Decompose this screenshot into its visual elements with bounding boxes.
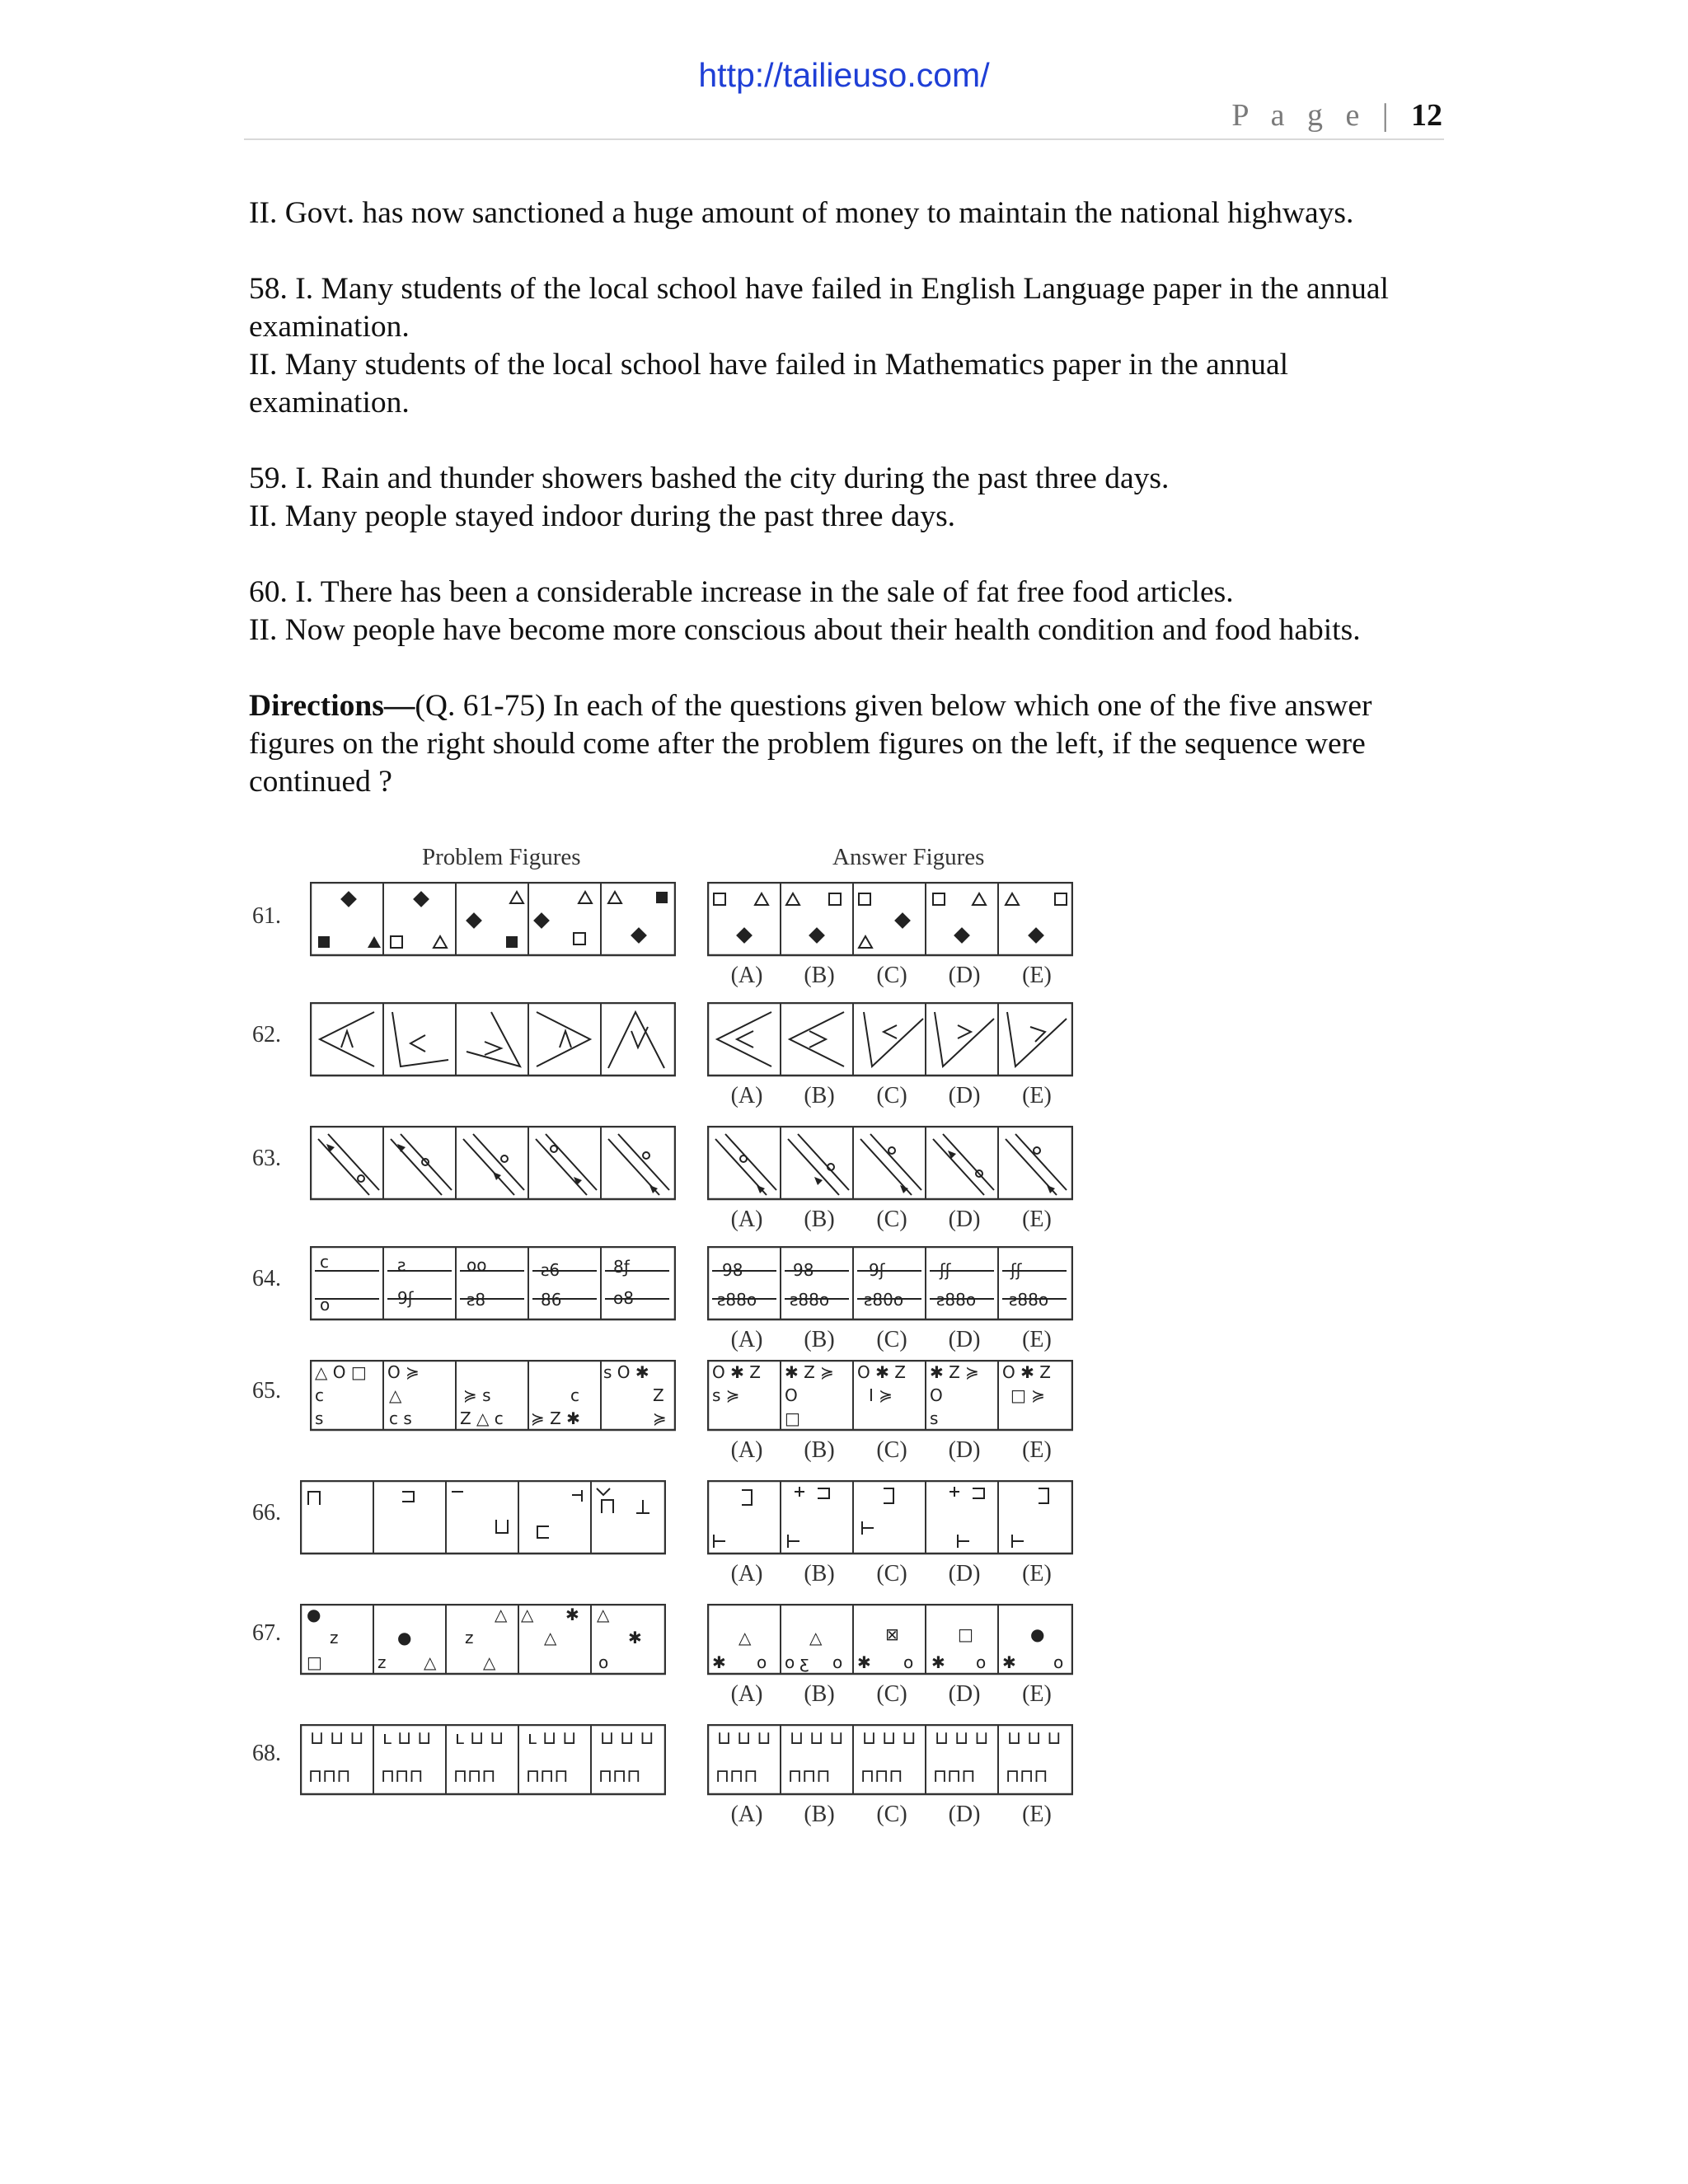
question-62-number: 62. (252, 1022, 281, 1047)
svg-text:ƨ80o: ƨ80o (864, 1290, 904, 1310)
q63-label-a: (A) (730, 1207, 763, 1232)
svg-text:o: o (976, 1652, 987, 1672)
q68-label-d: (D) (948, 1802, 981, 1827)
svg-text:98: 98 (722, 1260, 743, 1280)
svg-text:□ ≽: □ ≽ (1010, 1385, 1046, 1405)
svg-text:⊔ ⊔ ⊔: ⊔ ⊔ ⊔ (935, 1728, 989, 1749)
svg-text:✱: ✱ (931, 1652, 945, 1672)
q62-answer-labels (710, 1083, 1073, 1109)
q68-label-c: (C) (876, 1802, 907, 1827)
svg-text:o: o (903, 1652, 914, 1672)
svg-text:⊓⊓⊓: ⊓⊓⊓ (526, 1766, 569, 1787)
svg-text:ƨ88o: ƨ88o (717, 1290, 757, 1310)
statement-59-i: 59. I. Rain and thunder showers bashed the city during the past three days. (249, 462, 1170, 495)
q62-label-e: (E) (1022, 1083, 1052, 1108)
svg-text:●: ● (1030, 1624, 1045, 1644)
svg-text:o: o (757, 1652, 767, 1672)
svg-text:✱: ✱ (712, 1652, 726, 1672)
svg-text:△: △ (424, 1652, 437, 1672)
page-label: P a g e (1231, 98, 1367, 133)
q67-answer-labels (710, 1681, 1073, 1708)
svg-text:ƨ88o: ƨ88o (1009, 1290, 1049, 1310)
svg-text:△: △ (389, 1385, 402, 1405)
q66-label-e: (E) (1022, 1561, 1052, 1586)
q63-answer-labels (710, 1207, 1073, 1233)
svg-text:O: O (785, 1385, 798, 1405)
statement-59-ii: II. Many people stayed indoor during the past three days. (249, 499, 956, 533)
svg-text:O ✱ Z: O ✱ Z (857, 1362, 906, 1382)
statement-58-i: 58. I. Many students of the local school have failed in English Language paper in the annual examination. (249, 272, 1389, 344)
statement-p1: II. Govt. has now sanctioned a huge amount of money to maintain the national highways. (249, 196, 1354, 230)
svg-text:ƨ88o: ƨ88o (936, 1290, 977, 1310)
q68-label-a: (A) (730, 1802, 763, 1827)
q64-problem-figures (310, 1246, 676, 1322)
q63-label-b: (B) (804, 1207, 835, 1232)
svg-text:△: △ (597, 1605, 610, 1624)
q67-problem-figures (300, 1604, 666, 1676)
page-number (1231, 97, 1442, 134)
q65-label-e: (E) (1022, 1437, 1052, 1463)
svg-text:ʃʃ: ʃʃ (940, 1260, 951, 1280)
svg-text:c: c (320, 1252, 329, 1272)
q61-label-d: (D) (948, 963, 981, 988)
svg-text:c: c (570, 1385, 579, 1405)
q64-label-c: (C) (876, 1327, 907, 1352)
svg-text:o: o (785, 1652, 795, 1672)
q61-label-b: (B) (804, 963, 835, 988)
svg-text:⊓⊓⊓: ⊓⊓⊓ (453, 1766, 496, 1787)
svg-text:⊓⊓⊓: ⊓⊓⊓ (1006, 1766, 1048, 1787)
q65-label-a: (A) (730, 1437, 763, 1463)
statement-60-i: 60. I. There has been a considerable increase in the sale of fat free food articles. (249, 575, 1234, 609)
svg-text:I ≽: I ≽ (869, 1385, 893, 1405)
statement-58-ii: II. Many students of the local school have failed in Mathematics paper in the annual examination. (249, 348, 1289, 419)
problem-figures-heading: Problem Figures (422, 844, 581, 870)
svg-text:□: □ (958, 1624, 973, 1644)
svg-text:⊓⊓⊓: ⊓⊓⊓ (598, 1766, 641, 1787)
svg-text:△: △ (521, 1605, 534, 1624)
svg-text:⊓⊓⊓: ⊓⊓⊓ (933, 1766, 976, 1787)
q62-problem-figures (310, 1002, 676, 1078)
svg-text:Z: Z (653, 1385, 664, 1405)
svg-text:c: c (315, 1385, 324, 1405)
q62-label-c: (C) (876, 1083, 907, 1108)
question-63-number: 63. (252, 1146, 281, 1171)
svg-text:s ≽: s ≽ (712, 1385, 740, 1405)
q66-label-d: (D) (948, 1561, 981, 1586)
svg-text:ʟ ⊔ ⊔: ʟ ⊔ ⊔ (382, 1728, 432, 1749)
svg-text:ʟ ⊔ ⊔: ʟ ⊔ ⊔ (528, 1728, 577, 1749)
svg-text:s O ✱: s O ✱ (603, 1362, 649, 1382)
q67-label-d: (D) (948, 1681, 981, 1707)
q65-problem-figures (310, 1360, 676, 1432)
svg-text:⊔ ⊔ ⊔: ⊔ ⊔ ⊔ (790, 1728, 844, 1749)
q67-label-c: (C) (876, 1681, 907, 1707)
header-divider (244, 138, 1444, 140)
svg-text:⊓⊓⊓: ⊓⊓⊓ (308, 1766, 351, 1787)
svg-text:△: △ (483, 1652, 496, 1672)
svg-text:≽ Z ✱: ≽ Z ✱ (531, 1408, 580, 1428)
svg-text:9ʃ: 9ʃ (869, 1260, 885, 1280)
q68-problem-figures (300, 1724, 666, 1797)
svg-text:⊔ ⊔ ⊔: ⊔ ⊔ ⊔ (600, 1728, 654, 1749)
q67-answer-figures (707, 1604, 1073, 1676)
question-68-number: 68. (252, 1741, 281, 1766)
q65-label-b: (B) (804, 1437, 835, 1463)
q66-answer-figures (707, 1480, 1073, 1556)
q64-label-e: (E) (1022, 1327, 1052, 1352)
q66-problem-figures (300, 1480, 666, 1556)
directions-text: (Q. 61-75) In each of the questions given below which one of the five answer figures on the right should come after the problem figures on the left, if the sequence were continued ? (249, 689, 1372, 799)
svg-text:⊓⊓⊓: ⊓⊓⊓ (860, 1766, 903, 1787)
q62-label-b: (B) (804, 1083, 835, 1108)
svg-text:△: △ (809, 1628, 823, 1647)
directions-label: Directions— (249, 689, 415, 723)
svg-text:86: 86 (541, 1290, 562, 1310)
q65-answer-figures (707, 1360, 1073, 1432)
svg-text:⊔ ⊔ ⊔: ⊔ ⊔ ⊔ (717, 1728, 771, 1749)
q64-answer-labels (710, 1327, 1073, 1353)
q65-label-d: (D) (948, 1437, 981, 1463)
svg-text:ʟ ⊔ ⊔: ʟ ⊔ ⊔ (455, 1728, 504, 1749)
svg-text:ƨ: ƨ (397, 1255, 406, 1275)
svg-text:ƨ6: ƨ6 (541, 1260, 560, 1280)
svg-text:z: z (330, 1628, 339, 1647)
svg-text:ʃʃ: ʃʃ (1010, 1260, 1022, 1280)
q66-label-c: (C) (876, 1561, 907, 1586)
q62-label-d: (D) (948, 1083, 981, 1108)
svg-text:c s: c s (389, 1408, 412, 1428)
statement-60-ii: II. Now people have become more conscious about their health condition and food habits. (249, 613, 1361, 647)
svg-text:✱: ✱ (628, 1628, 642, 1647)
q68-label-b: (B) (804, 1802, 835, 1827)
svg-text:8ƒ: 8ƒ (613, 1257, 630, 1277)
q67-label-e: (E) (1022, 1681, 1052, 1707)
q65-label-c: (C) (876, 1437, 907, 1463)
question-66-number: 66. (252, 1500, 281, 1526)
svg-text:△: △ (738, 1628, 752, 1647)
q68-label-e: (E) (1022, 1802, 1052, 1827)
svg-text:o: o (320, 1295, 331, 1315)
svg-text:✱ Z ≽: ✱ Z ≽ (785, 1362, 834, 1382)
q64-label-a: (A) (730, 1327, 763, 1352)
source-url-link[interactable]: http://tailieuso.com/ (698, 56, 990, 94)
q63-answer-figures (707, 1126, 1073, 1202)
svg-text:ƹ: ƹ (799, 1652, 809, 1672)
svg-text:✱: ✱ (857, 1652, 871, 1672)
q67-label-b: (B) (804, 1681, 835, 1707)
svg-text:△: △ (495, 1605, 508, 1624)
q62-answer-figures (707, 1002, 1073, 1078)
svg-text:⊔ ⊔ ⊔: ⊔ ⊔ ⊔ (1007, 1728, 1062, 1749)
q64-answer-figures (707, 1246, 1073, 1322)
svg-text:≽: ≽ (653, 1408, 667, 1428)
svg-text:⊓⊓⊓: ⊓⊓⊓ (381, 1766, 424, 1787)
svg-text:ƨ88o: ƨ88o (790, 1290, 830, 1310)
svg-text:⊔ ⊔ ⊔: ⊔ ⊔ ⊔ (310, 1728, 364, 1749)
q63-label-e: (E) (1022, 1207, 1052, 1232)
svg-text:o: o (598, 1652, 609, 1672)
svg-text:z: z (377, 1652, 387, 1672)
svg-text:✱ Z ≽: ✱ Z ≽ (930, 1362, 979, 1382)
svg-text:oo: oo (467, 1255, 487, 1275)
question-61-number: 61. (252, 903, 281, 929)
svg-text:z: z (465, 1628, 474, 1647)
svg-text:□: □ (785, 1408, 800, 1428)
svg-text:✱: ✱ (565, 1605, 579, 1624)
question-67-number: 67. (252, 1620, 281, 1646)
svg-text:O ≽: O ≽ (387, 1362, 420, 1382)
svg-text:⊠: ⊠ (885, 1624, 899, 1644)
q61-problem-figures (310, 882, 676, 958)
q67-label-a: (A) (730, 1681, 763, 1707)
q61-label-c: (C) (876, 963, 907, 988)
page-separator: | (1367, 98, 1411, 133)
svg-text:△ O □: △ O □ (315, 1362, 367, 1382)
svg-text:●: ● (397, 1628, 412, 1647)
q66-label-a: (A) (730, 1561, 763, 1586)
svg-text:⊔ ⊔ ⊔: ⊔ ⊔ ⊔ (862, 1728, 917, 1749)
svg-text:s: s (930, 1408, 939, 1428)
q65-answer-labels (710, 1437, 1073, 1464)
page-number-value: 12 (1411, 98, 1442, 133)
svg-text:●: ● (307, 1605, 321, 1624)
svg-text:≽ s: ≽ s (463, 1385, 491, 1405)
answer-figures-heading: Answer Figures (832, 844, 985, 870)
svg-text:✱: ✱ (1002, 1652, 1016, 1672)
svg-text:⊓⊓⊓: ⊓⊓⊓ (788, 1766, 831, 1787)
svg-text:△: △ (544, 1628, 557, 1647)
q61-label-a: (A) (730, 963, 763, 988)
svg-text:98: 98 (793, 1260, 814, 1280)
q63-label-c: (C) (876, 1207, 907, 1232)
svg-text:o: o (832, 1652, 843, 1672)
directions-paragraph (249, 687, 1452, 801)
q63-problem-figures (310, 1126, 676, 1202)
q61-answer-labels (710, 963, 1073, 989)
document-body (249, 194, 1452, 801)
q61-answer-figures (707, 882, 1073, 958)
q64-label-d: (D) (948, 1327, 981, 1352)
q61-label-e: (E) (1022, 963, 1052, 988)
svg-text:o8: o8 (613, 1288, 634, 1308)
q62-label-a: (A) (730, 1083, 763, 1108)
q66-answer-labels (710, 1561, 1073, 1587)
q68-answer-labels (710, 1802, 1073, 1828)
svg-text:s: s (315, 1408, 324, 1428)
svg-text:⊓⊓⊓: ⊓⊓⊓ (715, 1766, 758, 1787)
q66-label-b: (B) (804, 1561, 835, 1586)
svg-text:O: O (930, 1385, 943, 1405)
q64-label-b: (B) (804, 1327, 835, 1352)
question-64-number: 64. (252, 1266, 281, 1291)
q68-answer-figures (707, 1724, 1073, 1797)
svg-text:O ✱ Z: O ✱ Z (1002, 1362, 1051, 1382)
question-65-number: 65. (252, 1378, 281, 1404)
svg-text:ƨ8: ƨ8 (467, 1290, 486, 1310)
svg-text:Z △ c: Z △ c (460, 1408, 504, 1428)
q63-label-d: (D) (948, 1207, 981, 1232)
svg-text:o: o (1053, 1652, 1064, 1672)
svg-text:□: □ (307, 1652, 322, 1672)
svg-text:9ʃ: 9ʃ (397, 1288, 414, 1308)
svg-text:O ✱ Z: O ✱ Z (712, 1362, 761, 1382)
